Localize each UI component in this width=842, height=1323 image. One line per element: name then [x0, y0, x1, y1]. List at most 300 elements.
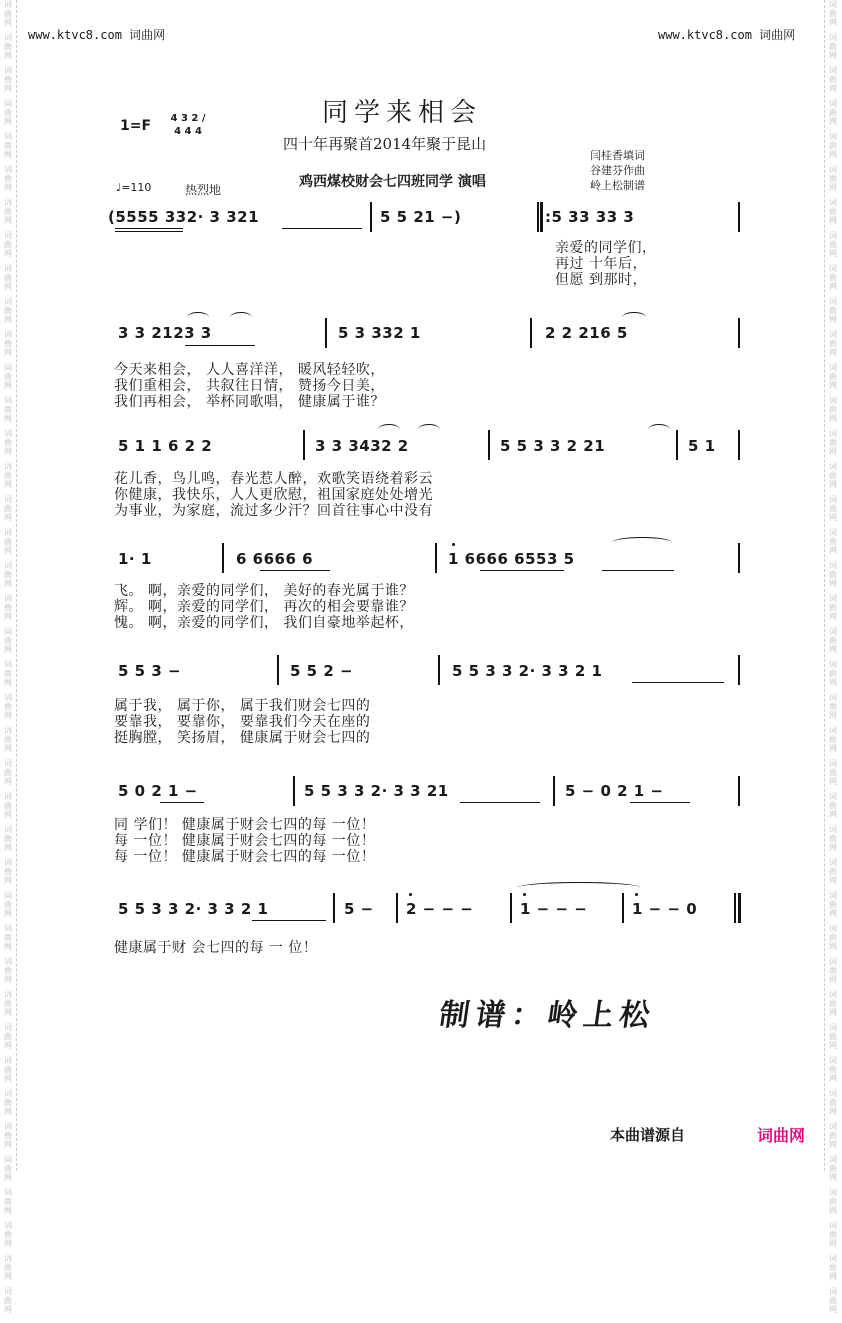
high-octave-dot: [635, 893, 638, 896]
barline: [293, 776, 295, 806]
watermark-char: 曲: [4, 636, 12, 645]
watermark-char: 词: [4, 924, 12, 933]
lyric-line: 我们再相会， 举杯同歌唱， 健康属于谁？: [114, 394, 385, 410]
repeat-start-barline: [537, 202, 539, 232]
watermark-char: 曲: [4, 207, 12, 216]
watermark-char: 词: [829, 264, 837, 273]
watermark-char: 曲: [829, 1230, 837, 1239]
watermark-char: 曲: [829, 174, 837, 183]
watermark-char: 曲: [829, 207, 837, 216]
lyric-line: 属于我， 属于你， 属于我们财会七四的: [114, 698, 371, 714]
watermark-char: 曲: [4, 735, 12, 744]
watermark-char: 网: [829, 909, 837, 918]
watermark-char: 词: [829, 1188, 837, 1197]
notes-s7-m3: 2 − − −: [406, 900, 474, 918]
watermark-char: 网: [829, 513, 837, 522]
barline: [333, 893, 335, 923]
lyrics-s4: [114, 583, 414, 631]
watermark-char: 曲: [829, 834, 837, 843]
lyric-line: 愧。 啊，亲爱的同学们， 我们自豪地举起杯，: [114, 615, 414, 631]
slur: [187, 312, 209, 323]
watermark-char: 曲: [829, 306, 837, 315]
watermark-char: 网: [4, 612, 12, 621]
watermark-char: 网: [4, 1140, 12, 1149]
arranger-signature: 制谱：岭上松: [437, 998, 658, 1033]
watermark-char: 网: [4, 18, 12, 27]
watermark-char: 词: [4, 594, 12, 603]
composer-credit: 谷建芬作曲: [590, 164, 645, 177]
watermark-char: 网: [829, 18, 837, 27]
watermark-char: 网: [829, 117, 837, 126]
watermark-char: 曲: [829, 1032, 837, 1041]
watermark-char: 词: [4, 99, 12, 108]
notes-s1-m2: 5 5 21 −): [380, 208, 462, 226]
expression-mark: 热烈地: [185, 183, 222, 197]
watermark-char: 网: [829, 150, 837, 159]
barline: [622, 893, 624, 923]
watermark-char: 网: [829, 282, 837, 291]
watermark-char: 词: [829, 1122, 837, 1131]
barline: [738, 655, 740, 685]
watermark-char: 网: [829, 645, 837, 654]
notes-s3-m4: 5 1: [688, 437, 716, 455]
notes-s6-m3: 5 − 0 2 1 −: [565, 782, 664, 800]
watermark-char: 曲: [829, 504, 837, 513]
watermark-char: 网: [829, 51, 837, 60]
notes-s7-m5: 1 − − 0: [632, 900, 698, 918]
watermark-char: 词: [829, 660, 837, 669]
watermark-char: 曲: [4, 1065, 12, 1074]
watermark-gap: [832, 1314, 835, 1320]
underline-beam: [260, 570, 330, 571]
watermark-char: 词: [4, 1089, 12, 1098]
watermark-char: 词: [4, 1254, 12, 1263]
watermark-char: 曲: [829, 801, 837, 810]
watermark-char: 词: [829, 1023, 837, 1032]
watermark-char: 网: [4, 1041, 12, 1050]
watermark-char: 词: [4, 1023, 12, 1032]
watermark-char: 词: [829, 1089, 837, 1098]
tempo: ♩=110: [116, 181, 152, 194]
watermark-char: 曲: [829, 570, 837, 579]
watermark-char: 网: [4, 1272, 12, 1281]
watermark-char: 网: [829, 84, 837, 93]
watermark-char: 曲: [829, 141, 837, 150]
lyric-line: 我们重相会， 共叙往日情， 赞扬今日美，: [114, 378, 385, 394]
underline-beam: [115, 231, 183, 232]
high-octave-dot: [523, 893, 526, 896]
watermark-char: 网: [829, 1173, 837, 1182]
watermark-char: 词: [829, 1254, 837, 1263]
watermark-char: 曲: [829, 900, 837, 909]
watermark-char: 曲: [829, 933, 837, 942]
watermark-char: 词: [4, 1122, 12, 1131]
watermark-char: 词: [829, 561, 837, 570]
watermark-char: 词: [829, 132, 837, 141]
watermark-char: 曲: [4, 372, 12, 381]
watermark-char: 曲: [829, 537, 837, 546]
watermark-gap: [7, 1314, 10, 1320]
watermark-char: 网: [829, 447, 837, 456]
watermark-char: 词: [829, 693, 837, 702]
watermark-char: 曲: [4, 75, 12, 84]
watermark-char: 曲: [4, 1032, 12, 1041]
barline: [396, 893, 398, 923]
watermark-char: 网: [4, 579, 12, 588]
watermark-char: 曲: [4, 1197, 12, 1206]
barline: [553, 776, 555, 806]
underline-beam: [115, 228, 183, 229]
watermark-char: 词: [829, 297, 837, 306]
watermark-char: 词: [829, 66, 837, 75]
watermark-char: 词: [829, 891, 837, 900]
watermark-char: 网: [4, 480, 12, 489]
watermark-char: 曲: [4, 570, 12, 579]
watermark-char: 网: [4, 381, 12, 390]
watermark-char: 网: [4, 1074, 12, 1083]
watermark-char: 曲: [4, 966, 12, 975]
watermark-char: 网: [4, 117, 12, 126]
watermark-char: 词: [4, 66, 12, 75]
watermark-char: 词: [4, 330, 12, 339]
watermark-char: 词: [829, 0, 837, 9]
underline-beam: [252, 920, 326, 921]
watermark-char: 词: [4, 462, 12, 471]
watermark-char: 网: [4, 810, 12, 819]
watermark-char: 词: [829, 363, 837, 372]
watermark-char: 网: [4, 942, 12, 951]
lyrics-s2: [114, 362, 385, 410]
watermark-char: 网: [829, 579, 837, 588]
watermark-char: 网: [829, 348, 837, 357]
lyrics-s6: [114, 817, 375, 865]
notes-s5-m2: 5 5 2 −: [290, 662, 354, 680]
barline: [435, 543, 437, 573]
key-signature: 1=F: [120, 118, 152, 134]
watermark-char: 网: [829, 711, 837, 720]
watermark-char: 词: [4, 726, 12, 735]
watermark-char: 网: [829, 1041, 837, 1050]
final-barline-thick: [738, 893, 741, 923]
watermark-char: 词: [4, 528, 12, 537]
watermark-char: 网: [4, 909, 12, 918]
watermark-char: 网: [829, 876, 837, 885]
barline: [530, 318, 532, 348]
lyric-line: 同 学们！ 健康属于财会七四的每 一位！: [114, 817, 376, 833]
lyric-line: 每 一位！ 健康属于财会七四的每 一位！: [114, 833, 376, 849]
watermark-char: 网: [4, 1305, 12, 1314]
watermark-char: 曲: [829, 471, 837, 480]
arranger-credit: 岭上松制谱: [590, 179, 645, 192]
watermark-char: 词: [4, 33, 12, 42]
notes-s3-m2: 3 3 3432 2: [315, 437, 409, 455]
high-octave-dot: [409, 893, 412, 896]
watermark-char: 曲: [4, 42, 12, 51]
watermark-char: 网: [829, 546, 837, 555]
watermark-char: 词: [829, 726, 837, 735]
barline: [738, 202, 740, 232]
watermark-char: 词: [4, 132, 12, 141]
notes-s3-m1: 5 1 1 6 2 2: [118, 437, 213, 455]
notes-s7-m4: 1 − − −: [520, 900, 588, 918]
watermark-char: 曲: [829, 768, 837, 777]
slur: [418, 424, 440, 435]
watermark-char: 曲: [4, 1296, 12, 1305]
underline-beam: [632, 682, 724, 683]
lyricist-credit: 闫桂香填词: [590, 149, 645, 162]
watermark-char: 词: [4, 264, 12, 273]
watermark-char: 网: [4, 744, 12, 753]
watermark-char: 网: [4, 447, 12, 456]
watermark-char: 词: [829, 1221, 837, 1230]
watermark-char: 曲: [4, 933, 12, 942]
watermark-char: 网: [829, 1008, 837, 1017]
lyric-line: 挺胸膛， 笑扬眉， 健康属于财会七四的: [114, 730, 371, 746]
site-url-left[interactable]: www.ktvc8.com 词曲网: [28, 28, 166, 42]
watermark-char: 网: [829, 414, 837, 423]
watermark-char: 曲: [829, 9, 837, 18]
song-subtitle: 四十年再聚首2014年聚于昆山: [283, 135, 487, 153]
watermark-char: 曲: [4, 1098, 12, 1107]
barline: [277, 655, 279, 685]
watermark-char: 网: [4, 51, 12, 60]
watermark-char: 网: [829, 744, 837, 753]
watermark-char: 网: [829, 777, 837, 786]
barline: [510, 893, 512, 923]
barline: [303, 430, 305, 460]
watermark-char: 曲: [4, 834, 12, 843]
lyrics-s7: [114, 940, 317, 956]
watermark-char: 词: [829, 198, 837, 207]
watermark-char: 网: [4, 282, 12, 291]
notes-s2-m2: 5 3 332 1: [338, 324, 421, 342]
lyrics-s1: [555, 240, 657, 288]
barline: [738, 318, 740, 348]
watermark-char: 词: [829, 1056, 837, 1065]
notes-s5-m1: 5 5 3 −: [118, 662, 182, 680]
watermark-char: 网: [4, 249, 12, 258]
watermark-char: 词: [829, 957, 837, 966]
lyric-line: 辉。 啊，亲爱的同学们， 再次的相会要靠谁？: [114, 599, 414, 615]
watermark-char: 曲: [829, 669, 837, 678]
watermark-char: 词: [4, 561, 12, 570]
watermark-char: 词: [4, 990, 12, 999]
watermark-char: 曲: [4, 537, 12, 546]
watermark-char: 曲: [829, 405, 837, 414]
barline: [738, 430, 740, 460]
barline: [370, 202, 372, 232]
watermark-char: 词: [829, 231, 837, 240]
notes-s1-m3: :5 33 33 3: [545, 208, 635, 226]
watermark-char: 词: [829, 627, 837, 636]
watermark-char: 词: [4, 429, 12, 438]
watermark-char: 词: [829, 792, 837, 801]
watermark-char: 网: [829, 810, 837, 819]
watermark-char: 网: [4, 1008, 12, 1017]
notes-s7-m1: 5 5 3 3 2· 3 3 2 1: [118, 900, 269, 918]
watermark-char: 曲: [829, 1098, 837, 1107]
watermark-char: 网: [829, 1305, 837, 1314]
watermark-char: 曲: [4, 240, 12, 249]
barline: [738, 543, 740, 573]
watermark-char: 曲: [4, 438, 12, 447]
watermark-char: 曲: [4, 867, 12, 876]
watermark-char: 曲: [4, 999, 12, 1008]
underline-beam: [185, 345, 255, 346]
watermark-char: 网: [4, 1107, 12, 1116]
source-site-link[interactable]: 词曲网: [757, 1126, 806, 1145]
watermark-char: 词: [4, 1221, 12, 1230]
watermark-char: 词: [829, 462, 837, 471]
watermark-char: 曲: [829, 636, 837, 645]
watermark-char: 网: [4, 414, 12, 423]
right-watermark-strip: [824, 0, 841, 1314]
lyric-line: 要靠我， 要靠你， 要靠我们今天在座的: [114, 714, 371, 730]
watermark-char: 曲: [4, 273, 12, 282]
slur: [612, 537, 672, 548]
barline: [676, 430, 678, 460]
watermark-char: 网: [4, 777, 12, 786]
watermark-char: 词: [829, 924, 837, 933]
underline-beam: [160, 802, 204, 803]
watermark-char: 曲: [829, 1131, 837, 1140]
watermark-char: 词: [4, 1287, 12, 1296]
watermark-char: 曲: [4, 339, 12, 348]
lyric-line: 花儿香，鸟儿鸣，春光惹人醉，欢歌笑语绕着彩云: [114, 471, 433, 487]
watermark-char: 曲: [829, 75, 837, 84]
watermark-char: 网: [4, 84, 12, 93]
watermark-char: 曲: [829, 867, 837, 876]
watermark-char: 词: [829, 759, 837, 768]
watermark-char: 网: [829, 1206, 837, 1215]
site-url-right[interactable]: www.ktvc8.com 词曲网: [658, 28, 796, 42]
watermark-char: 曲: [4, 306, 12, 315]
lyric-line: 今天来相会， 人人喜洋洋， 暖风轻轻吹，: [114, 362, 385, 378]
watermark-char: 曲: [829, 1296, 837, 1305]
watermark-char: 词: [4, 297, 12, 306]
watermark-char: 曲: [829, 735, 837, 744]
watermark-char: 词: [829, 825, 837, 834]
watermark-char: 词: [829, 858, 837, 867]
watermark-char: 词: [829, 1155, 837, 1164]
credits: [590, 148, 645, 193]
watermark-char: 曲: [829, 603, 837, 612]
watermark-char: 曲: [4, 9, 12, 18]
watermark-char: 曲: [4, 702, 12, 711]
underline-beam: [460, 802, 540, 803]
watermark-char: 曲: [4, 768, 12, 777]
watermark-char: 网: [829, 1107, 837, 1116]
lyric-line: 再过 十年后，: [555, 256, 647, 272]
watermark-char: 词: [4, 1155, 12, 1164]
watermark-char: 曲: [4, 1263, 12, 1272]
lyrics-s3: [114, 471, 433, 519]
final-barline-thin: [734, 893, 736, 923]
watermark-char: 词: [4, 198, 12, 207]
watermark-char: 网: [4, 1173, 12, 1182]
watermark-char: 网: [4, 315, 12, 324]
watermark-char: 词: [4, 363, 12, 372]
song-title: 同学来相会: [322, 98, 483, 128]
notes-s5-m3: 5 5 3 3 2· 3 3 2 1: [452, 662, 603, 680]
watermark-char: 网: [829, 1074, 837, 1083]
watermark-char: 曲: [4, 108, 12, 117]
notes-s4-m3: 1 6666 6553 5: [448, 550, 575, 568]
watermark-char: 词: [829, 594, 837, 603]
watermark-char: 曲: [4, 504, 12, 513]
watermark-char: 曲: [4, 1230, 12, 1239]
watermark-char: 词: [829, 33, 837, 42]
watermark-char: 词: [829, 990, 837, 999]
watermark-char: 词: [4, 495, 12, 504]
watermark-char: 曲: [829, 372, 837, 381]
watermark-char: 词: [4, 858, 12, 867]
high-octave-dot: [452, 543, 455, 546]
watermark-char: 曲: [4, 174, 12, 183]
watermark-char: 网: [4, 678, 12, 687]
notes-s2-m1: 3 3 2123 3: [118, 324, 212, 342]
watermark-char: 曲: [4, 1131, 12, 1140]
watermark-char: 曲: [829, 1065, 837, 1074]
slur: [648, 424, 670, 435]
left-watermark-strip: [0, 0, 17, 1314]
watermark-char: 曲: [829, 240, 837, 249]
lyric-line: 每 一位！ 健康属于财会七四的每 一位！: [114, 849, 376, 865]
watermark-char: 词: [829, 528, 837, 537]
watermark-char: 曲: [4, 405, 12, 414]
watermark-char: 词: [4, 165, 12, 174]
watermark-char: 曲: [829, 1164, 837, 1173]
watermark-char: 网: [829, 843, 837, 852]
lyric-line: 但愿 到那时，: [555, 272, 647, 288]
lyric-line: 飞。 啊，亲爱的同学们， 美好的春光属于谁？: [114, 583, 414, 599]
notes-s6-m2: 5 5 3 3 2· 3 3 21: [304, 782, 449, 800]
watermark-char: 网: [4, 1239, 12, 1248]
watermark-char: 词: [4, 0, 12, 9]
watermark-char: 词: [4, 1056, 12, 1065]
barline: [738, 776, 740, 806]
watermark-char: 词: [829, 330, 837, 339]
watermark-char: 曲: [829, 1263, 837, 1272]
watermark-char: 词: [4, 957, 12, 966]
watermark-char: 网: [4, 876, 12, 885]
notes-s6-m1: 5 0 2 1 −: [118, 782, 198, 800]
slur: [622, 312, 646, 323]
watermark-char: 网: [4, 975, 12, 984]
lyric-line: 为事业，为家庭，流过多少汗？回首往事心中没有: [114, 503, 433, 519]
watermark-char: 网: [829, 249, 837, 258]
watermark-char: 词: [4, 1188, 12, 1197]
watermark-char: 网: [4, 1206, 12, 1215]
barline: [488, 430, 490, 460]
watermark-char: 词: [829, 429, 837, 438]
watermark-char: 词: [4, 825, 12, 834]
watermark-char: 词: [4, 396, 12, 405]
watermark-char: 网: [829, 216, 837, 225]
watermark-char: 曲: [4, 900, 12, 909]
watermark-char: 网: [4, 711, 12, 720]
source-label: 本曲谱源自: [610, 1126, 686, 1144]
barline: [438, 655, 440, 685]
watermark-char: 网: [829, 315, 837, 324]
watermark-char: 网: [4, 546, 12, 555]
underline-beam: [282, 228, 362, 229]
lyric-line: 你健康，我快乐，人人更欣慰，祖国家庭处处增光: [114, 487, 433, 503]
watermark-char: 网: [4, 348, 12, 357]
watermark-char: 词: [4, 891, 12, 900]
watermark-char: 网: [4, 150, 12, 159]
performer: 鸡西煤校财会七四班同学 演唱: [299, 174, 486, 190]
